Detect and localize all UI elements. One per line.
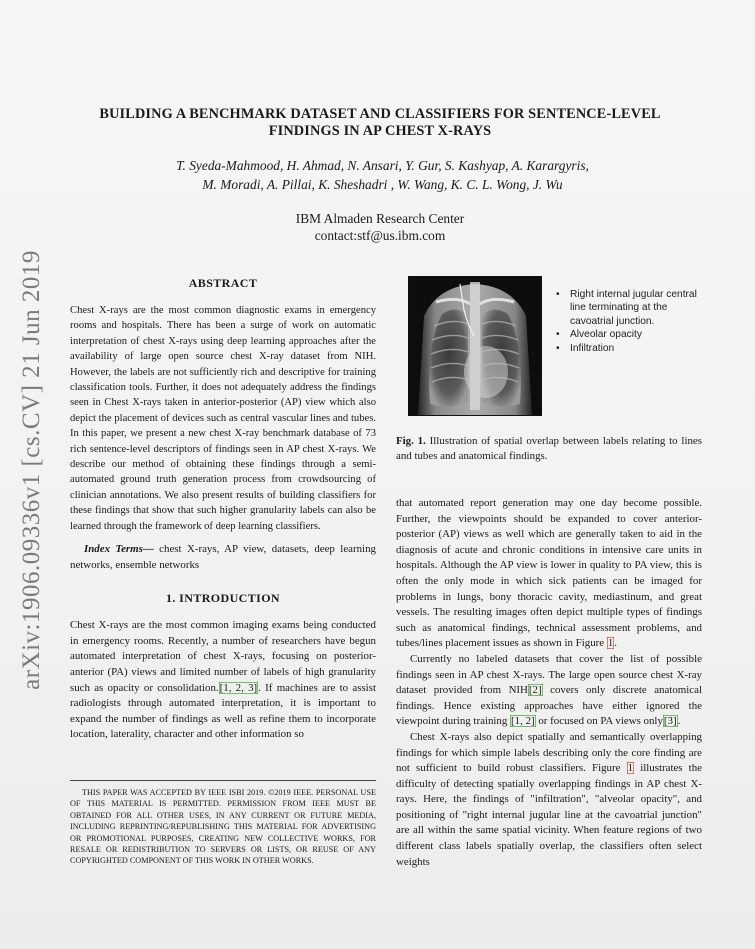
affiliation: IBM Almaden Research Center [295,211,465,226]
chest-xray-image [408,276,542,416]
arxiv-identifier: arXiv:1906.09336v1 [cs.CV] 21 Jun 2019 [18,250,45,690]
intro-paragraph [70,618,376,743]
abstract-heading: ABSTRACT [188,276,258,290]
left-column [70,276,376,743]
affiliation-block [200,210,560,244]
figure-annotation: • Infiltration [554,342,704,355]
index-terms-text: chest X-rays, AP view, datasets, deep learning networks, ensemble networks [70,543,376,571]
body-text: . [614,637,618,650]
figure-ref-link[interactable]: 1 [627,762,634,775]
figure-caption [396,434,702,465]
right-paragraph-1 [396,496,702,652]
citation-link[interactable]: [3] [663,715,677,728]
body-text: illustrates the difficulty of detecting spatially overlapping findings in AP chest X-rays. Here, the findings of "infiltration", "alveolar opacity", and positioning of "right internal jugular line at the cavoatrial junction" are all within the same spatial vicinity. When feature regions of two different class labels spatially overlap, the classifiers often select weights [396,762,702,868]
contact-email: contact:stf@us.ibm.com [314,228,446,243]
author-line: M. Moradi, A. Pillai, K. Sheshadri , W. Wang, K. C. L. Wong, J. Wu [202,177,563,192]
paper-title [80,106,680,140]
citation-link[interactable]: [1, 2] [511,715,535,728]
caption-text: Illustration of spatial overlap between labels relating to lines and tubes and anatomical findings. [396,435,702,463]
intro-text: Chest X-rays are the most common imaging exams being conducted in emergency rooms. Recently, a number of researchers have begun automated interpretation of chest X-rays, focusing on posterior-anterior (PA) views and limited number of labels of high granularity such as opacity or consolidation. [70,619,376,694]
body-text: Chest X-rays also depict spatially and semantically overlapping findings for which simple labels describing only the core finding are not sufficient to build robust classifiers. Figure [396,730,702,775]
intro-text: . If machines are to assist radiologists through automated interpretation, it is important to expand the number of findings as well as refine them to incorporate location, laterality, character and other information so [70,681,376,741]
copyright-footnote: THIS PAPER WAS ACCEPTED BY IEEE ISBI 2019. ©2019 IEEE. PERSONAL USE OF THIS MATERIAL IS PERMITTED. PERMISSION FROM IEEE MUST BE OBTAINED FOR ALL OTHER USES, IN ANY CURRENT OR FUTURE MEDIA, INCLUDING REPRINTING/REPUBLISHING THIS MATERIAL FOR ADVERTISING OR PROMOTIONAL PURPOSES, CREATING NEW COLLECTIVE WORKS, FOR RESALE OR REDISTRIBUTION TO SERVERS OR LISTS, OR REUSE OF ANY COPYRIGHTED COMPONENT OF THIS WORK IN OTHER WORKS. [70,780,376,867]
body-text: that automated report generation may one day become possible. Further, the viewpoints should be expanded to cover anterior-posterior (AP) views as well which are generally taken to aid in the diagnosis of acute and chronic conditions in intensive care units in hospitals. Although the AP view is lower in quality to PA view, this is often the only mode in which sick patients can be imaged for problems in lungs, bony thoracic cavity, mediastinum, and great vessels. The resulting images often depict multiple types of findings such as anatomical findings, technical assessment problems, and tubes/lines placement issues as shown in Figure [396,497,702,650]
caption-label: Fig. 1. [396,435,426,447]
figure-ref-link[interactable]: 1 [607,637,614,650]
figure-1 [396,276,706,420]
figure-annotation: • Right internal jugular central line terminating at the cavoatrial junction. [554,288,704,328]
arxiv-sidebar [10,250,54,690]
abstract-text: Chest X-rays are the most common diagnostic exams in emergency rooms and hospitals. There has been a surge of work on automatic interpretation of chest X-rays using deep learning approaches after the availability of large open source chest X-ray dataset from NIH. However, the labels are not sufficiently rich and descriptive for training classification tools. Further, it does not adequately address the findings seen in Chest X-rays taken in anterior-posterior (AP) view which also depict the placement of devices such as central vascular lines and tubes. In this paper, we present a new chest X-ray benchmark database of 73 rich sentence-level descriptors of findings seen in AP chest X-rays. We describe our method of obtaining these findings through a semi-automated ground truth generation process from crowdsourcing of clinician annotations. We also present results of building classifiers for these findings that show that such higher granularity labels can also be learned through the framework of deep learning classifiers. [70,305,376,532]
title-line: BUILDING A BENCHMARK DATASET AND CLASSIFIERS FOR SENTENCE-LEVEL [99,106,661,122]
body-text: . [677,715,681,728]
citation-link[interactable]: [1, 2, 3] [219,681,258,694]
introduction-heading: 1. INTRODUCTION [165,591,280,606]
body-text: covers only discrete anatomical findings. Hence existing approaches have either ignored the viewpoint during training [396,684,702,728]
right-paragraph-3 [396,730,702,870]
citation-link[interactable]: [2] [528,684,542,697]
index-terms [70,542,376,573]
xray-drawing [408,276,542,416]
body-text: or focused on PA views only [535,715,663,728]
author-list [110,156,655,194]
right-column [396,496,702,870]
title-line: FINDINGS IN AP CHEST X-RAYS [268,123,492,139]
body-text: Currently no labeled datasets that cover the list of possible findings seen in AP chest X-rays. The large open source chest X-ray dataset provided from NIH [396,652,702,697]
figure-annotation: • Alveolar opacity [554,328,704,341]
author-line: T. Syeda-Mahmood, H. Ahmad, N. Ansari, Y. Gur, S. Kashyap, A. Karargyris, [176,158,589,173]
figure-annotation-list [554,288,704,355]
index-terms-label: Index Terms— [84,543,154,556]
right-paragraph-2 [396,652,702,730]
